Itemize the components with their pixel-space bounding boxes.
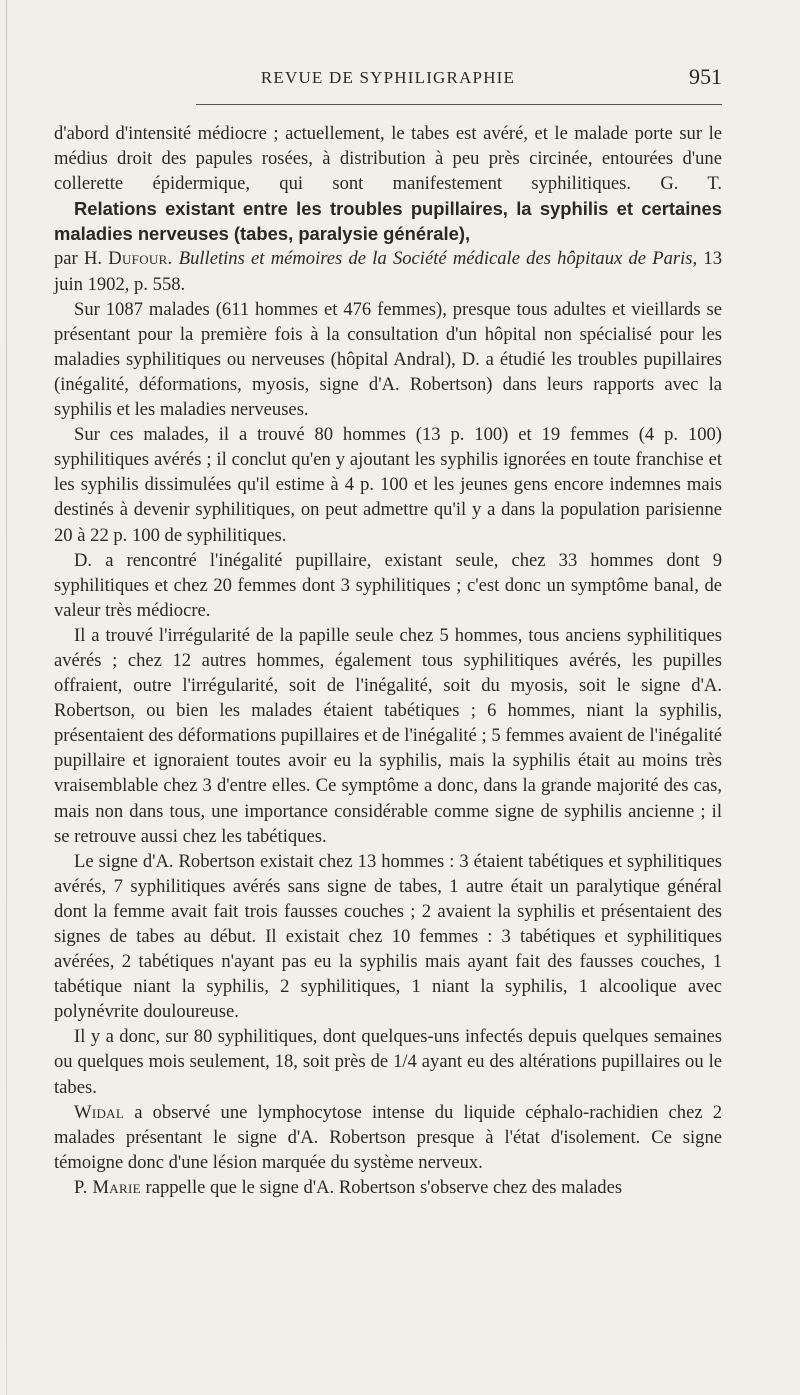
article-title (54, 196, 722, 246)
running-header (54, 66, 722, 90)
paragraph-5: Le signe d'A. Robertson existait chez 13 hommes : 3 étaient tabétiques et syphilitiques avérés, 7 syphilitiques avérés sans signe de tabes, 1 autre était un paralytique général dont la femme avait fait trois fausses couches ; 2 avaient la syphilis et présentaient des signes de tabes au début. Il existait chez 10 femmes : 3 tabétiques et syphilitiques avérées, 2 tabétiques n'ayant pas eu la syphilis mais ayant fait des fausses couches, 1 tabétique niant la syphilis, 2 syphilitiques, 1 niant la syphilis, 1 alcoolique avec polynévrite douloureuse. (54, 850, 722, 1023)
paragraph-4: Il a trouvé l'irrégularité de la papille seule chez 5 hommes, tous anciens syphilitiques avérés ; chez 12 autres hommes, également tous syphilitiques avérés, les pupilles offraient, outre l'irrégularité, soit de l'inégalité, soit du myosis, soit le signe d'A. Robertson, ou bien les malades étaient tabétiques ; 6 hommes, niant la syphilis, présentaient des déformations pupillaires et de l'inégalité ; 5 femmes avaient de l'inégalité pupillaire et ignoraient toutes avoir eu la syphilis, mais la syphilis était au moins très vraisemblable chez 3 d'entre elles. Ce symptôme a donc, dans la grande majorité des cas, mais non dans tous, une importance considérable comme signe de syphilis ancienne ; il se retrouve aussi chez les tabétiques. (54, 624, 722, 847)
paragraph-1: Sur 1087 malades (611 hommes et 476 femmes), presque tous adultes et vieillards se présentant pour la première fois à la consultation d'un hôpital non spécialisé pour les maladies syphilitiques ou nerveuses (hôpital Andral), D. a étudié les troubles pupillaires (inégalité, déformations, myosis, signe d'A. Robertson) dans leurs rapports avec la syphilis et les maladies nerveuses. (54, 298, 722, 421)
paragraph-7 (54, 1100, 722, 1175)
paragraph-8-text: rappelle que le signe d'A. Robertson s'observe chez des malades (145, 1176, 623, 1198)
paragraph-8-author: P. Marie (74, 1176, 141, 1198)
intro-signature: G. T. (660, 173, 723, 195)
paragraph-8 (54, 1175, 722, 1200)
header-rule (196, 104, 722, 105)
article-body (54, 121, 722, 1200)
citation-by: par H. (54, 248, 103, 270)
paragraph-3: D. a rencontré l'inégalité pupillaire, existant seule, chez 33 hommes dont 9 syphilitiques et chez 20 femmes dont 3 syphilitiques ; c'est donc un symptôme banal, de valeur très médiocre. (54, 549, 722, 621)
article-title-text: Relations existant entre les troubles pupillaires, la syphilis et certaines maladies nerveuses (tabes, paralysie générale), (54, 198, 722, 245)
citation-author: Dufour. (108, 248, 173, 270)
paragraph-7-text: a observé une lymphocytose intense du liquide céphalo-rachidien chez 2 malades présentant le signe d'A. Robertson presque à l'état d'isolement. Ce signe témoigne donc d'une lésion marquée du système nerveux. (54, 1101, 722, 1173)
page-edge (6, 0, 7, 1395)
intro-paragraph (54, 121, 722, 196)
paragraph-6: Il y a donc, sur 80 syphilitiques, dont quelques-uns infectés depuis quelques semaines ou quelques mois seulement, 18, soit près de 1/4 ayant eu des altérations pupillaires ou le tabes. (54, 1026, 722, 1098)
intro-text: d'abord d'intensité médiocre ; actuellement, le tabes est avéré, et le malade porte sur le médius droit des papules rosées, à distribution à peu près circinée, entourées d'une collerette épidermique, qui sont manifestement syphilitiques. (54, 123, 722, 195)
paragraph-7-author: Widal (74, 1101, 125, 1123)
paragraph-2: Sur ces malades, il a trouvé 80 hommes (13 p. 100) et 19 femmes (4 p. 100) syphilitiques avérés ; il conclut qu'en y ajoutant les syphilis ignorées en toute franchise et les syphilis dissimulées qu'il estime à 4 p. 100 et les jeunes gens encore indemnes mais destinés à devenir syphilitiques, on peut admettre qu'il y a dans la population parisienne 20 à 22 p. 100 de syphilitiques. (54, 424, 722, 546)
page-number: 951 (689, 64, 722, 89)
running-title: REVUE DE SYPHILIGRAPHIE (260, 68, 516, 87)
article-citation (54, 246, 722, 296)
citation-date: 13 juin 1902, p. 558. (54, 248, 722, 295)
citation-journal: Bulletins et mémoires de la Société médicale des hôpitaux de Paris, (178, 248, 698, 270)
